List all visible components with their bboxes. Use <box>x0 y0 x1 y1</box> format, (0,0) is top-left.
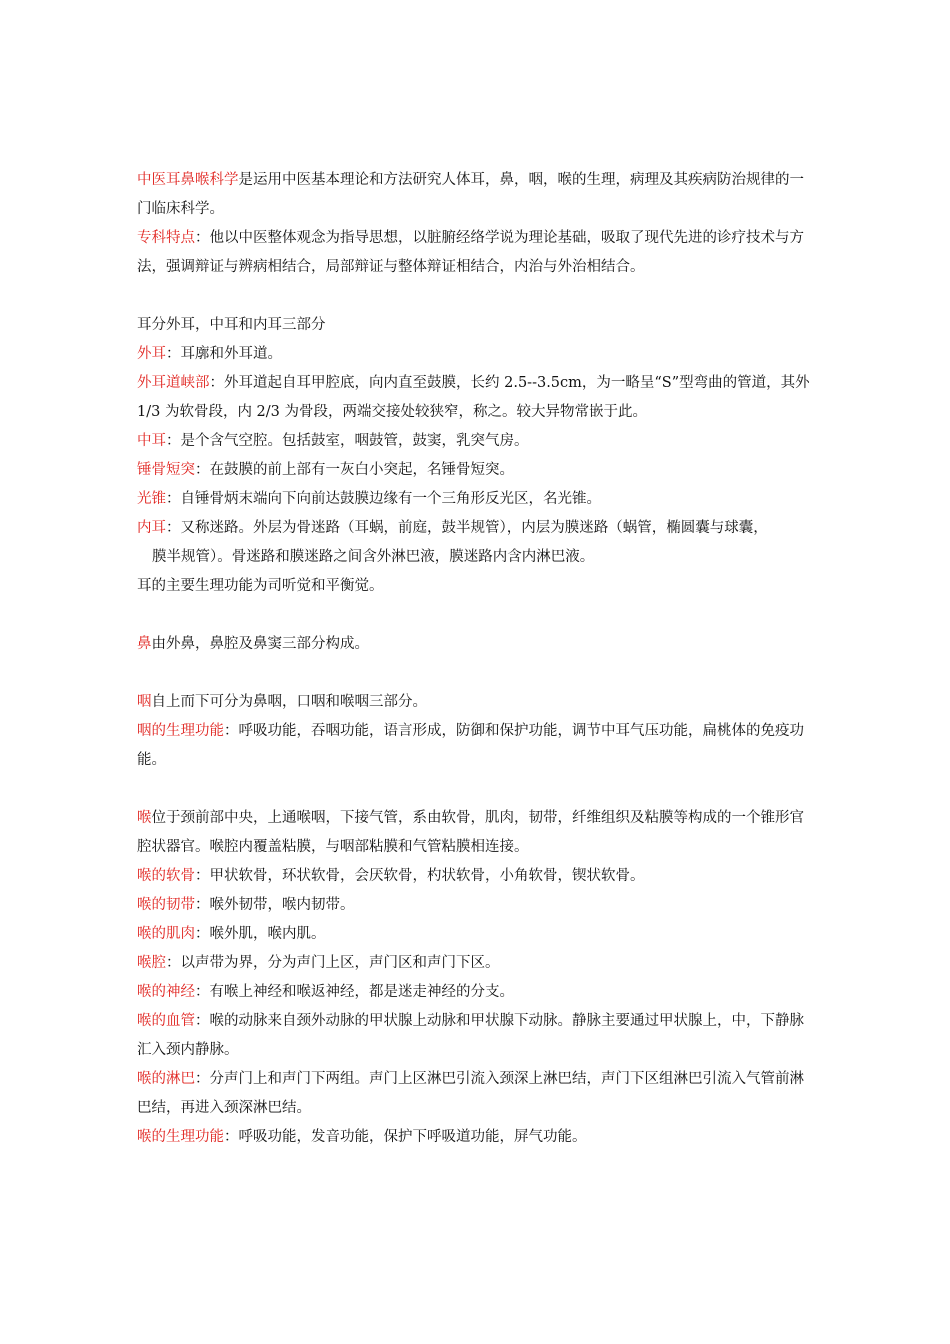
ear-item <box>137 427 817 456</box>
term: 喉的肌肉 <box>137 926 195 942</box>
paragraph-features <box>137 224 817 282</box>
spacer <box>137 775 817 804</box>
paragraph-definition <box>137 166 817 224</box>
larynx-paragraph <box>137 804 817 862</box>
term: 喉的生理功能 <box>137 1129 224 1145</box>
ear-intro: 耳分外耳，中耳和内耳三部分 <box>137 317 326 333</box>
paragraph-text: ：呼吸功能，发音功能，保护下呼吸道功能，屏气功能。 <box>224 1129 587 1145</box>
spacer <box>137 282 817 311</box>
term: 中耳 <box>137 433 166 449</box>
paragraph-text: ：甲状软骨，环状软骨，会厌软骨，杓状软骨，小角软骨，锲状软骨。 <box>195 868 645 884</box>
term: 喉 <box>137 810 152 826</box>
pharynx-paragraph <box>137 717 817 775</box>
term: 鼻 <box>137 636 152 652</box>
larynx-paragraph <box>137 949 817 978</box>
paragraph-text: ：自锤骨炳末端向下向前达鼓膜边缘有一个三角形反光区，名光锥。 <box>166 491 601 507</box>
larynx-paragraph <box>137 891 817 920</box>
paragraph-text: ：喉的动脉来自颈外动脉的甲状腺上动脉和甲状腺下动脉。静脉主要通过甲状腺上，中，下静脉汇入颈内静脉。 <box>137 1013 804 1058</box>
term: 专科特点 <box>137 230 195 246</box>
paragraph-text: ：又称迷路。外层为骨迷路（耳蜗，前庭，鼓半规管），内层为膜迷路（蜗管，椭圆囊与球囊， <box>166 520 768 536</box>
larynx-paragraph <box>137 1123 817 1152</box>
paragraph-text: ：耳廓和外耳道。 <box>166 346 282 362</box>
paragraph-text: ：喉外肌，喉内肌。 <box>195 926 326 942</box>
paragraph-text: ：分声门上和声门下两组。声门上区淋巴引流入颈深上淋巴结，声门下区组淋巴引流入气管前淋巴结，再进入颈深淋巴结。 <box>137 1071 804 1116</box>
term: 咽的生理功能 <box>137 723 224 739</box>
nose-paragraph <box>137 630 817 659</box>
paragraph-text: 位于颈前部中央，上通喉咽，下接气管，系由软骨，肌肉，韧带，纤维组织及粘膜等构成的一个锥形官腔状器官。喉腔内覆盖粘膜，与咽部粘膜和气管粘膜相连接。 <box>137 810 804 855</box>
paragraph-text: 是运用中医基本理论和方法研究人体耳，鼻，咽，喉的生理，病理及其疾病防治规律的一门临床科学。 <box>137 172 804 217</box>
spacer <box>137 659 817 688</box>
paragraph-text: ：他以中医整体观念为指导思想，以脏腑经络学说为理论基础，吸取了现代先进的诊疗技术与方法，强调辩证与辨病相结合，局部辩证与整体辩证相结合，内治与外治相结合。 <box>137 230 804 275</box>
ear-item <box>137 456 817 485</box>
pharynx-paragraph <box>137 688 817 717</box>
term: 外耳 <box>137 346 166 362</box>
paragraph-text: 由外鼻，鼻腔及鼻窦三部分构成。 <box>151 636 369 652</box>
ear-item <box>137 514 817 543</box>
paragraph-text: ：呼吸功能，吞咽功能，语言形成，防御和保护功能，调节中耳气压功能，扁桃体的免疫功能。 <box>137 723 804 768</box>
ear-item <box>137 340 817 369</box>
term: 喉的血管 <box>137 1013 195 1029</box>
term: 锤骨短突 <box>137 462 195 478</box>
ear-item <box>137 485 817 514</box>
paragraph-text: ：以声带为界，分为声门上区，声门区和声门下区。 <box>166 955 500 971</box>
ear-closing: 耳的主要生理功能为司听觉和平衡觉。 <box>137 578 384 594</box>
term: 喉的韧带 <box>137 897 195 913</box>
paragraph-text: ：是个含气空腔。包括鼓室，咽鼓管，鼓窦，乳突气房。 <box>166 433 529 449</box>
larynx-paragraph <box>137 920 817 949</box>
term: 喉的淋巴 <box>137 1071 195 1087</box>
paragraph-text: 自上而下可分为鼻咽，口咽和喉咽三部分。 <box>151 694 427 710</box>
paragraph-text: ：有喉上神经和喉返神经，都是迷走神经的分支。 <box>195 984 514 1000</box>
term: 喉的软骨 <box>137 868 195 884</box>
paragraph-text: ：喉外韧带，喉内韧带。 <box>195 897 355 913</box>
larynx-paragraph <box>137 1007 817 1065</box>
paragraph-text: ：在鼓膜的前上部有一灰白小突起，名锤骨短突。 <box>195 462 514 478</box>
paragraph-text: ：外耳道起自耳甲腔底，向内直至鼓膜，长约 2.5--3.5cm，为一略呈“S”型弯曲的管道，其外 1/3 为软骨段，内 2/3 为骨段，两端交接处较狭窄，称之。较大异物常嵌于此。 <box>137 375 810 420</box>
larynx-paragraph <box>137 862 817 891</box>
term: 咽 <box>137 694 152 710</box>
term: 喉的神经 <box>137 984 195 1000</box>
larynx-paragraph <box>137 978 817 1007</box>
term: 光锥 <box>137 491 166 507</box>
term: 喉腔 <box>137 955 166 971</box>
term: 内耳 <box>137 520 166 536</box>
document-body <box>137 166 817 1152</box>
ear-continuation: 膜半规管）。骨迷路和膜迷路之间含外淋巴液，膜迷路内含内淋巴液。 <box>152 549 595 565</box>
larynx-paragraph <box>137 1065 817 1123</box>
ear-item <box>137 369 817 427</box>
term: 外耳道峡部 <box>137 375 210 391</box>
term: 中医耳鼻喉科学 <box>137 172 239 188</box>
spacer <box>137 601 817 630</box>
